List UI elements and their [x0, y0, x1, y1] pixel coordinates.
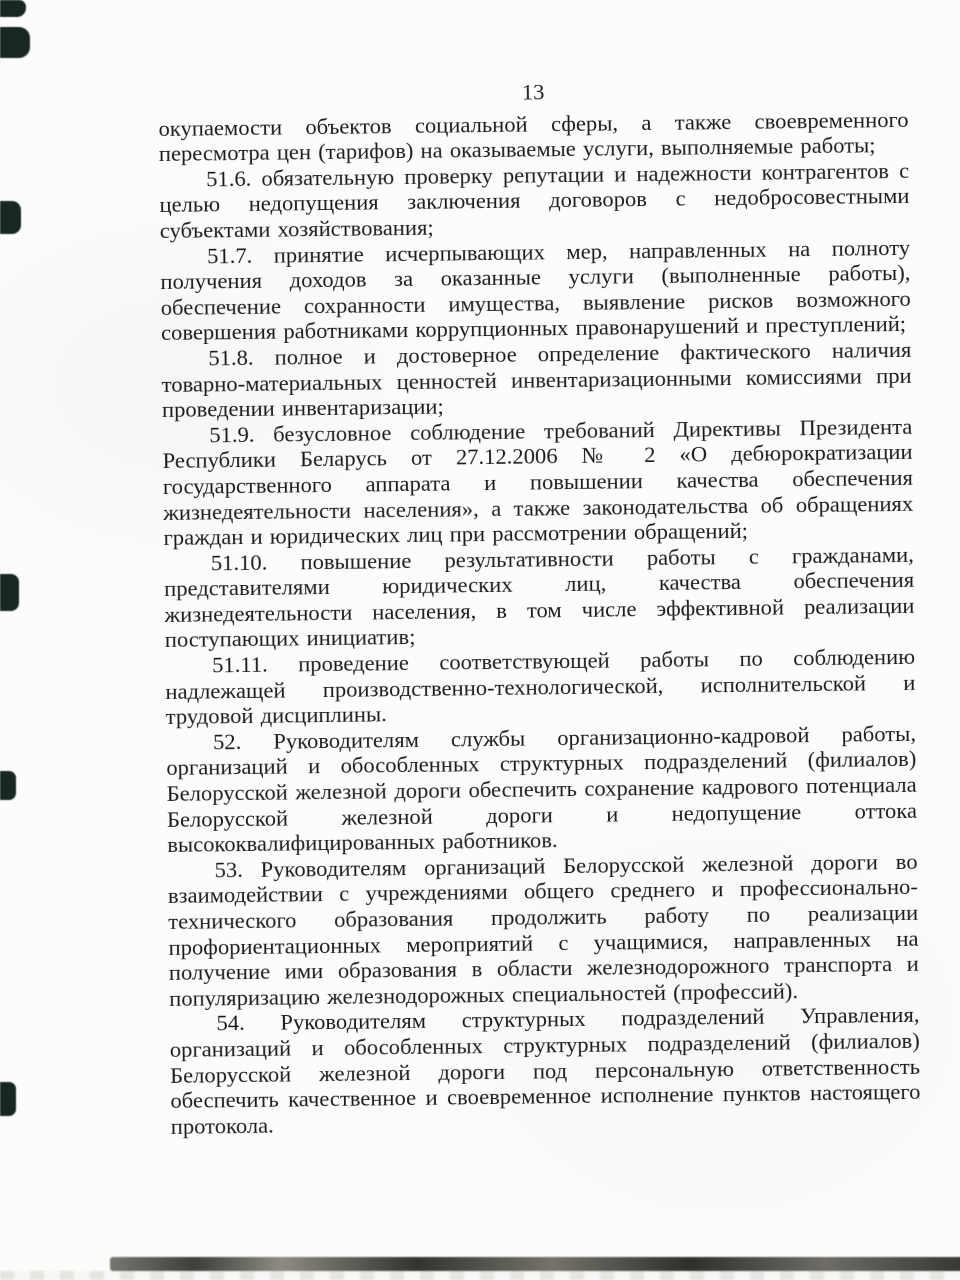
paragraph: 51.11. проведение соответствующей работы по соблюдению надлежащей производственно-технологической, исполнительской и трудовой дисциплины. — [165, 643, 916, 730]
paragraph: 51.10. повышение результативности работы с гражданами, представителями юридических лиц, качества обеспечения жизнедеятельности населения, в том числе эффективной реализации поступающих инициатив; — [164, 541, 915, 653]
scan-artifact-mark — [0, 771, 16, 800]
scan-artifact-mark — [0, 1082, 16, 1116]
scan-artifact-mark — [0, 27, 30, 58]
paragraph: 54. Руководителям структурных подразделений Управления, организаций и обособленных структурных подразделений (филиалов) Белорусской железной дороги под персональную ответственность обеспечить качественное и своевременное исполнение пунктов настоящего протокола. — [169, 1002, 921, 1139]
document-text-block — [158, 75, 921, 1139]
paragraph: 51.7. принятие исчерпывающих мер, направленных на полноту получения доходов за оказанные услуги (выполненные работы), обеспечение сохранности имущества, выявление рисков возможного совершения работниками коррупционных правонарушений и преступлений; — [160, 234, 911, 346]
scan-artifact-bottom-bar — [110, 1257, 960, 1271]
paragraph: 51.9. безусловное соблюдение требований Директивы Президента Республики Беларусь от 27.12.2006 № 2 «О дебюрократизации государственного аппарата и повышении качества обеспечения жизнедеятельности населения», а также законодательства об обращениях граждан и юридических лиц при рассмотрении обращений; — [162, 413, 914, 551]
paragraph: 53. Руководителям организаций Белорусской железной дороги во взаимодействии с учреждениями общего среднего и профессионально-технического образования продолжить работу по реализации профориентационных мероприятий с учащимися, направленных на получение ими образования в области железнодорожного транспорта и популяризацию железнодорожных специальностей (профессий). — [167, 848, 919, 1011]
document-body — [158, 106, 920, 1139]
scan-artifact-mark — [0, 574, 19, 611]
paragraph: 51.8. полное и достоверное определение фактического наличия товарно-материальных ценностей инвентаризационными комиссиями при проведении инвентаризации; — [161, 336, 912, 423]
paragraph: окупаемости объектов социальной сферы, а также своевременного пересмотра цен (тарифов) на оказываемые услуги, выполняемые работы; — [158, 106, 909, 167]
paragraph: 51.6. обязательную проверку репутации и надежности контрагентов с целью недопущения заключения договоров с недобросовестными субъектами хозяйствования; — [159, 157, 910, 243]
scan-bottom-haze — [0, 1271, 960, 1280]
paragraph: 52. Руководителям службы организационно-кадровой работы, организаций и обособленных структурных подразделений (филиалов) Белорусской железной дороги обеспечить сохранение кадрового потенциала Белорусской железной дороги и недопущение оттока высококвалифицированных работников. — [166, 720, 918, 858]
scan-artifact-mark — [0, 201, 21, 234]
scan-artifact-mark — [0, 0, 26, 17]
page-number: 13 — [521, 79, 545, 105]
